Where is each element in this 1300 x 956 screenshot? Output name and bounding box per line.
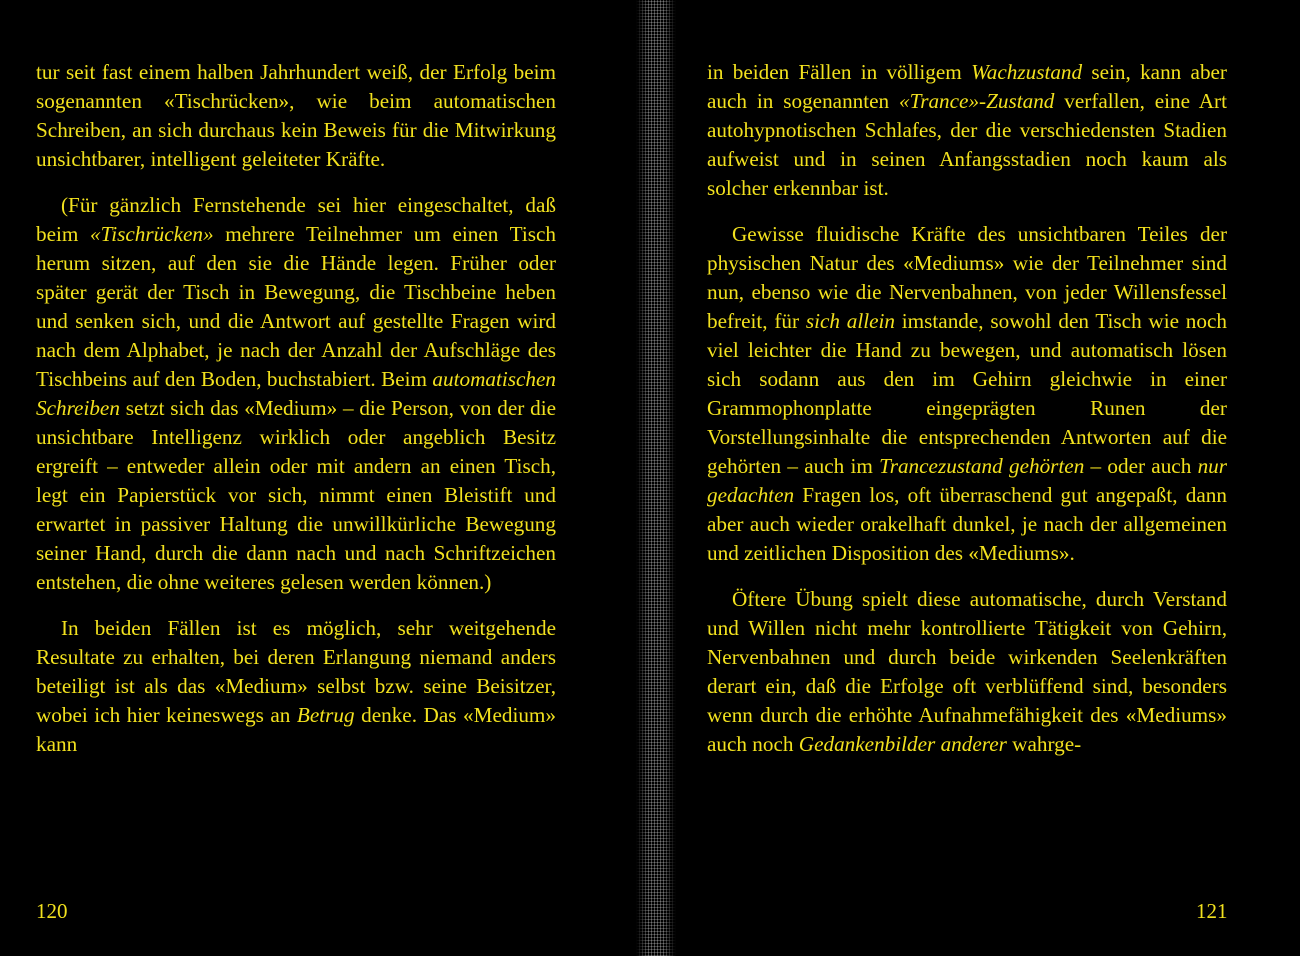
paragraph-text: Gewisse fluidische Kräfte des unsichtbaren Teiles der physischen Natur des «Mediums» wie der Teilnehmer sind nun, ebenso wie die Nervenbahnen, von jeder Willensfessel befreit, für [707,222,1227,333]
paragraph [707,220,1227,568]
paragraph-text: in beiden Fällen in völligem [707,60,972,84]
italic-text: «Trance»-Zustand [899,89,1055,113]
paragraph-text: Öftere Übung spielt diese automatische, durch Verstand und Willen nicht mehr kontrollierte Tätigkeit von Gehirn, Nervenbahnen und durch beide wirkenden Seelenkräften derart ein, daß die Erfolge oft verblüffend sind, besonders wenn durch die erhöhte Aufnahmefähigkeit des «Mediums» auch noch [707,587,1227,756]
left-page [36,58,556,938]
paragraph [36,58,556,174]
italic-text: Gedankenbilder anderer [798,732,1007,756]
paragraph-text: Fragen los, oft überraschend gut angepaßt, dann aber auch wieder orakelhaft dunkel, je nach der allgemeinen und zeitlichen Disposition des «Mediums». [707,483,1227,565]
italic-text: sich allein [805,309,896,333]
italic-text: Trancezustand gehörten [879,454,1085,478]
paragraph-text: imstande, sowohl den Tisch wie noch viel leichter die Hand zu bewegen, und automatisch lösen sich sodann aus den im Gehirn gleichwie in einer Grammophonplatte eingeprägten Runen der Vorstellungsinhalte die entsprechenden Antworten auf die gehörten – auch im [707,309,1227,478]
italic-text: automatischen Schreiben [36,367,556,420]
paragraph-text: sein, kann aber auch in sogenannten [707,60,1227,113]
italic-text: Betrug [296,703,355,727]
italic-text: «Tischrücken» [90,222,214,246]
book-gutter [636,0,676,956]
right-page-text [707,58,1227,759]
paragraph-text: tur seit fast einem halben Jahrhundert weiß, der Erfolg beim sogenannten «Tischrücken», wie beim automatischen Schreiben, an sich durchaus kein Beweis für die Mitwirkung unsichtbarer, intelligent geleiteter Kräfte. [36,60,556,171]
paragraph-text: – oder auch [1084,454,1198,478]
paragraph-text: setzt sich das «Medium» – die Person, von der die unsichtbare Intelligenz wirklich oder angeblich Besitz ergreift – entweder allein oder mit andern an einen Tisch, legt ein Papierstück vor sich, nimmt einen Bleistift und erwartet in passiver Haltung die unwillkürliche Bewegung seiner Hand, durch die dann nach und nach Schriftzeichen entstehen, die ohne weiteres gelesen werden können.) [36,396,556,594]
page-number-left: 120 [36,899,68,923]
paragraph-text: (Für gänzlich Fernstehende sei hier eingeschaltet, daß beim [36,193,556,246]
paragraph-text: In beiden Fällen ist es möglich, sehr weitgehende Resultate zu erhalten, bei deren Erlangung niemand anders beteiligt ist als das «Medium» selbst bzw. seine Beisitzer, wobei ich hier keineswegs an [36,616,556,727]
paragraph [707,58,1227,203]
page-number-right: 121 [1196,899,1228,923]
paragraph-text: wahrge- [1006,732,1082,756]
paragraph [36,614,556,759]
paragraph-text: verfallen, eine Art autohypnotischen Schlafes, der die verschiedensten Stadien aufweist und in seinen Anfangsstadien noch kaum als solcher erkennbar ist. [707,89,1227,200]
left-page-text [36,58,556,759]
paragraph [36,191,556,597]
paragraph [707,585,1227,759]
italic-text: nur gedachten [707,454,1227,507]
paragraph-text: denke. Das «Medium» kann [36,703,556,756]
italic-text: Wachzustand [971,60,1083,84]
right-page [707,58,1227,938]
paragraph-text: mehrere Teilnehmer um einen Tisch herum sitzen, auf den sie die Hände legen. Früher oder später gerät der Tisch in Bewegung, die Tischbeine heben und senken sich, und die Antwort auf gestellte Fragen wird nach dem Alphabet, je nach der Anzahl der Aufschläge des Tischbeins auf den Boden, buchstabiert. Beim [36,222,556,391]
